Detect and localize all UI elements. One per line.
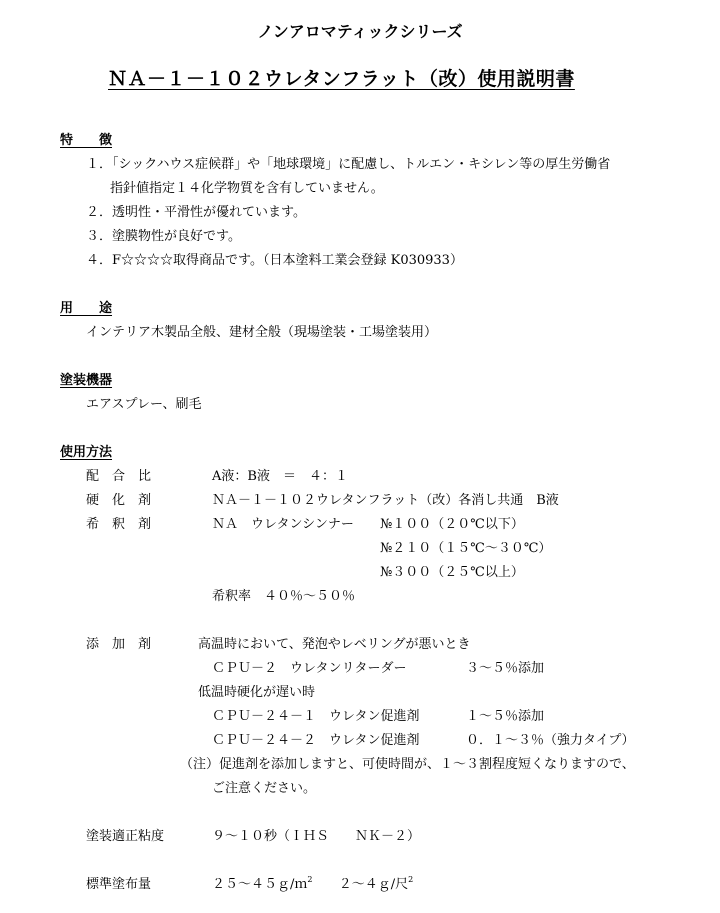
hardener-label: 硬 化 剤 — [86, 493, 152, 508]
thinner-label: 希 釈 剤 — [86, 517, 152, 532]
accelerator-note-cont: ご注意ください。 — [212, 781, 317, 796]
accelerator-1-amount: １～５％添加 — [466, 709, 545, 724]
retarder-amount: ３～５％添加 — [466, 661, 545, 676]
coverage-metric-exponent: 2 — [307, 875, 313, 884]
hardener-value: ＮＡ－１－１０２ウレタンフラット（改）各消し共通 B液 — [212, 493, 559, 508]
viscosity-value: ９～１０秒（ＩＨＳ ＮＫ－２） — [212, 829, 421, 844]
method-heading: 使用方法 — [60, 445, 113, 460]
usage-heading: 用 途 — [60, 301, 113, 316]
thinner-option: №１００（２０℃以下） — [380, 517, 524, 532]
accelerator-note: （注）促進剤を添加しますと、可使時間が、１～３割程度短くなりますので、 — [180, 757, 635, 772]
coverage-value — [212, 875, 414, 892]
features-heading: 特 徴 — [60, 133, 113, 148]
accelerator-1-name: ＣＰＵ－２４－１ ウレタン促進剤 — [212, 709, 420, 724]
document-title: ＮＡ－１－１０２ウレタンフラット（改）使用説明書 — [108, 68, 575, 90]
retarder-name: ＣＰＵ－２ ウレタンリターダー — [212, 661, 407, 676]
series-name: ノンアロマティックシリーズ — [257, 22, 463, 41]
ratio-value: A液：B液 ＝ ４：１ — [212, 469, 348, 484]
feature-item-4: ４．F☆☆☆☆取得商品です。（日本塗料工業会登録 K030933） — [86, 253, 463, 268]
coverage-metric: ２５～４５ｇ/ｍ — [212, 877, 308, 892]
thinner-name: ＮＡ ウレタンシンナー — [212, 517, 354, 532]
usage-text: インテリア木製品全般、建材全般（現場塗装・工場塗装用） — [86, 325, 438, 340]
feature-item-1: １．「シックハウス症候群」や「地球環境」に配慮し、トルエン・キシレン等の厚生労働省 — [86, 157, 611, 172]
additive-label: 添 加 剤 — [86, 637, 152, 652]
ratio-label: 配 合 比 — [86, 469, 152, 484]
additive-low-temp: 低温時硬化が遅い時 — [198, 685, 316, 700]
coverage-label: 標準塗布量 — [86, 877, 152, 892]
feature-item-1-cont: 指針値指定１４化学物質を含有していません。 — [110, 181, 384, 196]
thinner-option: №２１０（１５℃～３０℃） — [380, 541, 552, 556]
thinner-option: №３００（２５℃以上） — [380, 565, 524, 580]
viscosity-label: 塗装適正粘度 — [86, 829, 165, 844]
accelerator-2-amount: ０．１～３％（強力タイプ） — [466, 733, 635, 748]
additive-high-temp: 高温時において、発泡やレベリングが悪いとき — [198, 637, 471, 652]
accelerator-2-name: ＣＰＵ－２４－２ ウレタン促進剤 — [212, 733, 420, 748]
equipment-text: エアスプレー、刷毛 — [86, 397, 202, 412]
equipment-heading: 塗装機器 — [60, 373, 113, 388]
coverage-shaku-exponent: 2 — [408, 875, 414, 884]
dilution-rate: 希釈率 ４０％～５０％ — [212, 589, 356, 604]
feature-item-2: ２．透明性・平滑性が優れています。 — [86, 205, 306, 220]
coverage-shaku: ２～４ｇ/尺 — [338, 877, 409, 892]
feature-item-3: ３．塗膜物性が良好です。 — [86, 229, 241, 244]
